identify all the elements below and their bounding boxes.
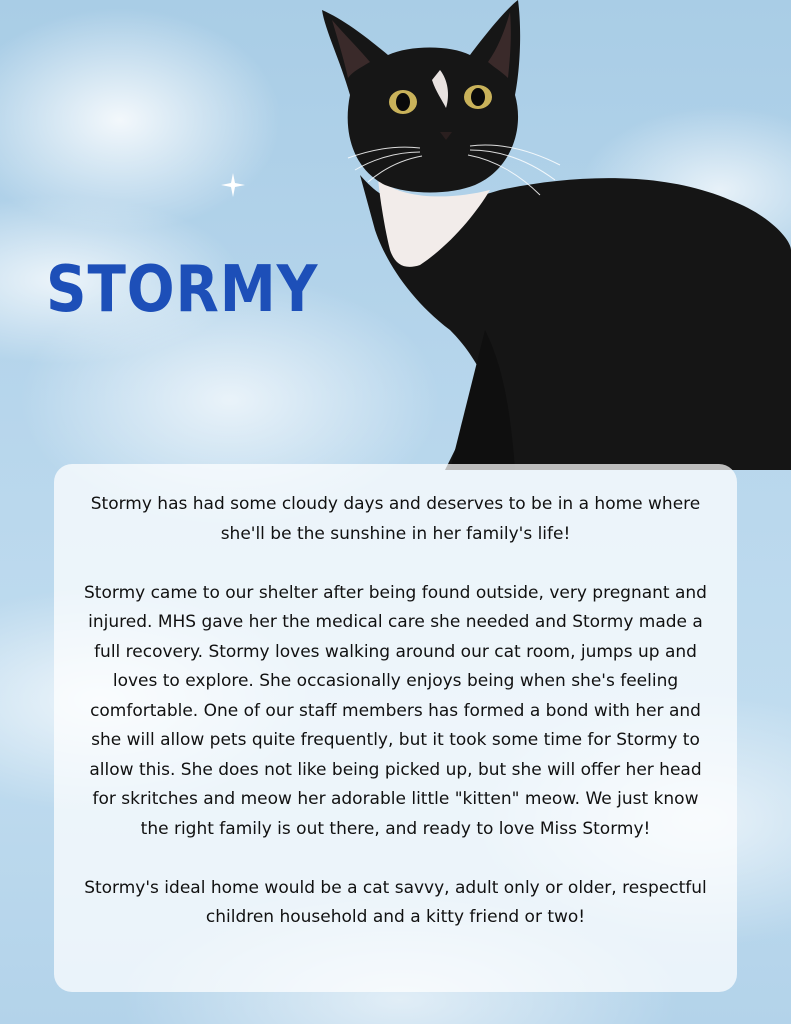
page-title: STORMY: [46, 253, 319, 327]
story-paragraph: Stormy came to our shelter after being found outside, very pregnant and injured. MHS gave her the medical care she needed and Stormy made a full recovery. Stormy loves walking around our cat room, jumps up and loves to explore. She occasionally enjoys being when she's feeling comfortable. One of our staff members has formed a bond with her and she will allow pets quite frequently, but it took some time for Stormy to allow this. She does not like being picked up, but she will offer her head for skritches and meow her adorable little "kitten" meow. We just know the right family is out there, and ready to love Miss Stormy!: [84, 582, 707, 839]
intro-paragraph: Stormy has had some cloudy days and deserves to be in a home where she'll be the sunshine in her family's life!: [90, 494, 701, 544]
description-card: [54, 464, 737, 992]
sparkle-icon: [220, 172, 246, 198]
ideal-home-paragraph: Stormy's ideal home would be a cat savvy, adult only or older, respectful children household and a kitty friend or two!: [84, 877, 707, 927]
cat-photo: [300, 0, 791, 470]
